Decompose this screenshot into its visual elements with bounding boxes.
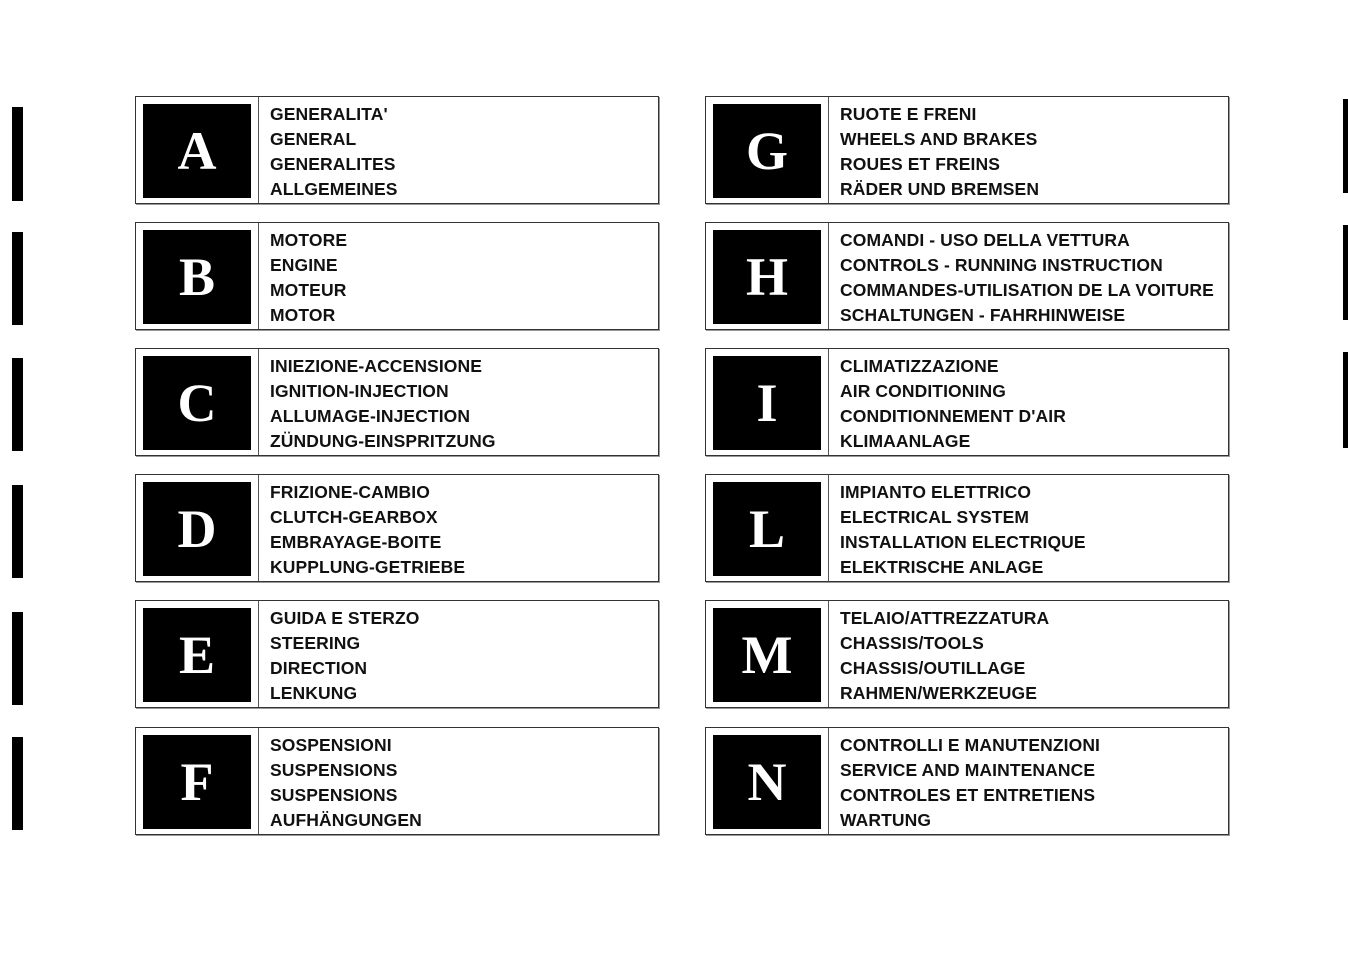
section-c[interactable] [135,348,659,456]
section-labels [840,102,1222,202]
label-german: LENKUNG [270,683,358,703]
section-letter: A [143,104,251,198]
label-italian: COMANDI - USO DELLA VETTURA [840,230,1130,250]
section-letter: D [143,482,251,576]
section-i[interactable] [705,348,1229,456]
section-letter: G [713,104,821,198]
letter-cell [706,97,829,203]
tab-marker-g [1343,99,1348,193]
section-m[interactable] [705,600,1229,708]
label-french: GENERALITES [270,154,396,174]
section-letter: E [143,608,251,702]
section-letter: F [143,735,251,829]
label-italian: INIEZIONE-ACCENSIONE [270,356,483,376]
label-german: ELEKTRISCHE ANLAGE [840,557,1044,577]
section-labels [840,228,1222,328]
section-labels [840,480,1222,580]
label-german: MOTOR [270,305,336,325]
label-italian: IMPIANTO ELETTRICO [840,482,1032,502]
section-labels [840,354,1222,454]
letter-cell [706,349,829,455]
section-e[interactable] [135,600,659,708]
label-english: CONTROLS - RUNNING INSTRUCTION [840,255,1163,275]
letter-cell [136,728,259,834]
letter-cell [136,601,259,707]
label-french: ALLUMAGE-INJECTION [270,406,471,426]
label-french: COMMANDES-UTILISATION DE LA VOITURE [840,280,1214,300]
label-english: SERVICE AND MAINTENANCE [840,760,1096,780]
label-italian: MOTORE [270,230,348,250]
label-french: SUSPENSIONS [270,785,398,805]
section-labels [270,733,652,833]
label-english: ENGINE [270,255,338,275]
label-german: WARTUNG [840,810,932,830]
tab-marker-i [1343,352,1348,448]
section-labels [840,733,1222,833]
letter-cell [136,223,259,329]
label-german: RAHMEN/WERKZEUGE [840,683,1038,703]
label-italian: RUOTE E FRENI [840,104,977,124]
letter-cell [706,601,829,707]
label-english: CHASSIS/TOOLS [840,633,984,653]
label-german: KUPPLUNG-GETRIEBE [270,557,466,577]
tab-marker-f [12,737,23,830]
label-german: RÄDER UND BREMSEN [840,179,1040,199]
section-letter: H [713,230,821,324]
label-german: AUFHÄNGUNGEN [270,810,422,830]
section-letter: C [143,356,251,450]
label-english: GENERAL [270,129,357,149]
section-labels [270,102,652,202]
section-l[interactable] [705,474,1229,582]
label-italian: GUIDA E STERZO [270,608,420,628]
label-french: CHASSIS/OUTILLAGE [840,658,1026,678]
letter-cell [706,475,829,581]
letter-cell [706,728,829,834]
label-french: ROUES ET FREINS [840,154,1000,174]
label-german: ALLGEMEINES [270,179,398,199]
label-german: KLIMAANLAGE [840,431,971,451]
section-labels [270,228,652,328]
section-labels [270,606,652,706]
tab-marker-d [12,485,23,578]
label-italian: SOSPENSIONI [270,735,392,755]
section-letter: L [713,482,821,576]
section-labels [270,354,652,454]
label-french: INSTALLATION ELECTRIQUE [840,532,1086,552]
label-english: SUSPENSIONS [270,760,398,780]
tab-marker-b [12,232,23,325]
section-d[interactable] [135,474,659,582]
label-french: MOTEUR [270,280,347,300]
letter-cell [136,475,259,581]
label-italian: TELAIO/ATTREZZATURA [840,608,1050,628]
section-labels [840,606,1222,706]
label-english: AIR CONDITIONING [840,381,1006,401]
tab-marker-h [1343,225,1348,320]
tab-marker-c [12,358,23,451]
label-italian: FRIZIONE-CAMBIO [270,482,430,502]
section-n[interactable] [705,727,1229,835]
section-letter: B [143,230,251,324]
label-french: EMBRAYAGE-BOITE [270,532,442,552]
section-f[interactable] [135,727,659,835]
section-letter: N [713,735,821,829]
letter-cell [136,349,259,455]
label-italian: CLIMATIZZAZIONE [840,356,999,376]
label-english: ELECTRICAL SYSTEM [840,507,1030,527]
label-german: SCHALTUNGEN - FAHRHINWEISE [840,305,1126,325]
tab-marker-a [12,107,23,201]
section-b[interactable] [135,222,659,330]
label-german: ZÜNDUNG-EINSPRITZUNG [270,431,496,451]
label-italian: CONTROLLI E MANUTENZIONI [840,735,1101,755]
label-french: CONDITIONNEMENT D'AIR [840,406,1066,426]
section-g[interactable] [705,96,1229,204]
label-english: STEERING [270,633,361,653]
section-letter: M [713,608,821,702]
section-h[interactable] [705,222,1229,330]
label-english: CLUTCH-GEARBOX [270,507,438,527]
label-french: CONTROLES ET ENTRETIENS [840,785,1096,805]
label-english: WHEELS AND BRAKES [840,129,1038,149]
letter-cell [706,223,829,329]
section-labels [270,480,652,580]
label-english: IGNITION-INJECTION [270,381,449,401]
section-a[interactable] [135,96,659,204]
label-italian: GENERALITA' [270,104,388,124]
section-letter: I [713,356,821,450]
tab-marker-e [12,612,23,705]
label-french: DIRECTION [270,658,368,678]
letter-cell [136,97,259,203]
